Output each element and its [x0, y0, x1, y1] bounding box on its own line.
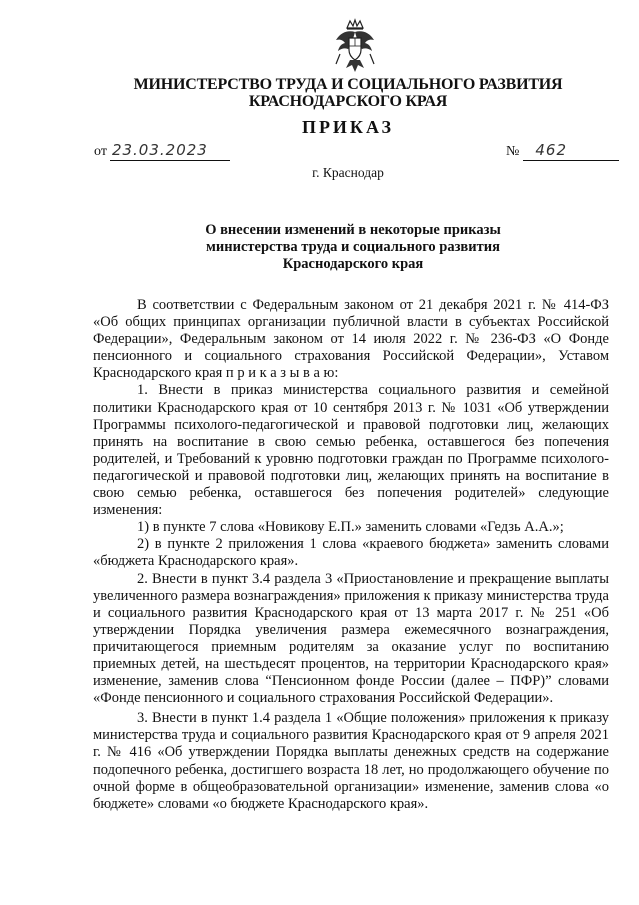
- order-number: [506, 142, 619, 161]
- number-value: 462: [535, 141, 567, 159]
- item-3-paragraph: 3. Внести в пункт 1.4 раздела 1 «Общие положения» приложения к приказу министерства труда и социального развития Краснодарского края от 9 апреля 2021 г. № 416 «Об утверждении Порядка выплаты денежных средств на содержание подопечного ребенка, достигшего возраста 18 лет, но продолжающего обучение по очной форме в общеобразовательной организации» изменение, заменив слова «о бюджете» словами «о бюджете Краснодарского края».: [93, 710, 609, 812]
- item-1-sub-1: 1) в пункте 7 слова «Новикову Е.П.» заменить словами «Гедзь А.А.»;: [137, 519, 564, 536]
- order-title: ПРИКАЗ: [301, 117, 395, 137]
- date-field: [110, 142, 230, 161]
- city: г. Краснодар: [312, 165, 384, 180]
- item-1-paragraph: 1. Внести в приказ министерства социального развития и семейной политики Краснодарского края от 10 сентября 2013 г. № 1031 «Об утверждении Программы психолого-педагогической и правовой подготовки лиц, желающих принять на воспитание в свою семью ребенка, оставшегося без попечения родителей, и Требований к уровню подготовки граждан по Программе психолого-педагогической и правовой подготовки лиц, желающих принять на воспитание в свою семью ребенка, оставшегося без попечения родителей» следующие изменения:: [93, 382, 609, 519]
- document-title-line1: О внесении изменений в некоторые приказы: [205, 222, 501, 238]
- ministry-name: [68, 76, 628, 110]
- number-field: [523, 142, 619, 161]
- ministry-name-line1: МИНИСТЕРСТВО ТРУДА И СОЦИАЛЬНОГО РАЗВИТИЯ: [133, 76, 563, 93]
- item-1-sub-2: 2) в пункте 2 приложения 1 слова «краевого бюджета» заменить словами «бюджета Краснодарского края».: [93, 536, 609, 570]
- document-title: [68, 222, 638, 273]
- order-date: [94, 142, 230, 161]
- number-prefix: №: [506, 144, 520, 159]
- coat-of-arms-emblem: [332, 18, 378, 74]
- date-value: 23.03.2023: [111, 141, 208, 159]
- date-prefix: от: [94, 144, 107, 159]
- preamble-paragraph: В соответствии с Федеральным законом от 21 декабря 2021 г. № 414-ФЗ «Об общих принципах организации публичной власти в субъектах Российской Федерации», Федеральным законом от 14 июля 2022 г. № 236-ФЗ «О Фонде пенсионного и социального страхования Российской Федерации», Уставом Краснодарского края п р и к а з ы в а ю:: [93, 297, 609, 382]
- document-body: [93, 297, 609, 813]
- document-title-line3: Краснодарского края: [282, 256, 424, 272]
- item-2-paragraph: 2. Внести в пункт 3.4 раздела 3 «Приостановление и прекращение выплаты увеличенного размера вознаграждения» приложения к приказу министерства труда и социального развития Краснодарского края от 13 марта 2017 г. № 251 «Об утверждении Порядка увеличения размера ежемесячного вознаграждения, причитающегося приемным родителям за оказание услуг по воспитанию приемных детей, на шестьдесят процентов, на территории Краснодарского края» изменение, заменив слова “Пенсионном фонде России (далее – ПФР)” словами «Фонде пенсионного и социального страхования Российской Федерации».: [93, 570, 609, 707]
- document-title-line2: министерства труда и социального развития: [206, 239, 500, 255]
- ministry-name-line2: КРАСНОДАРСКОГО КРАЯ: [248, 93, 448, 110]
